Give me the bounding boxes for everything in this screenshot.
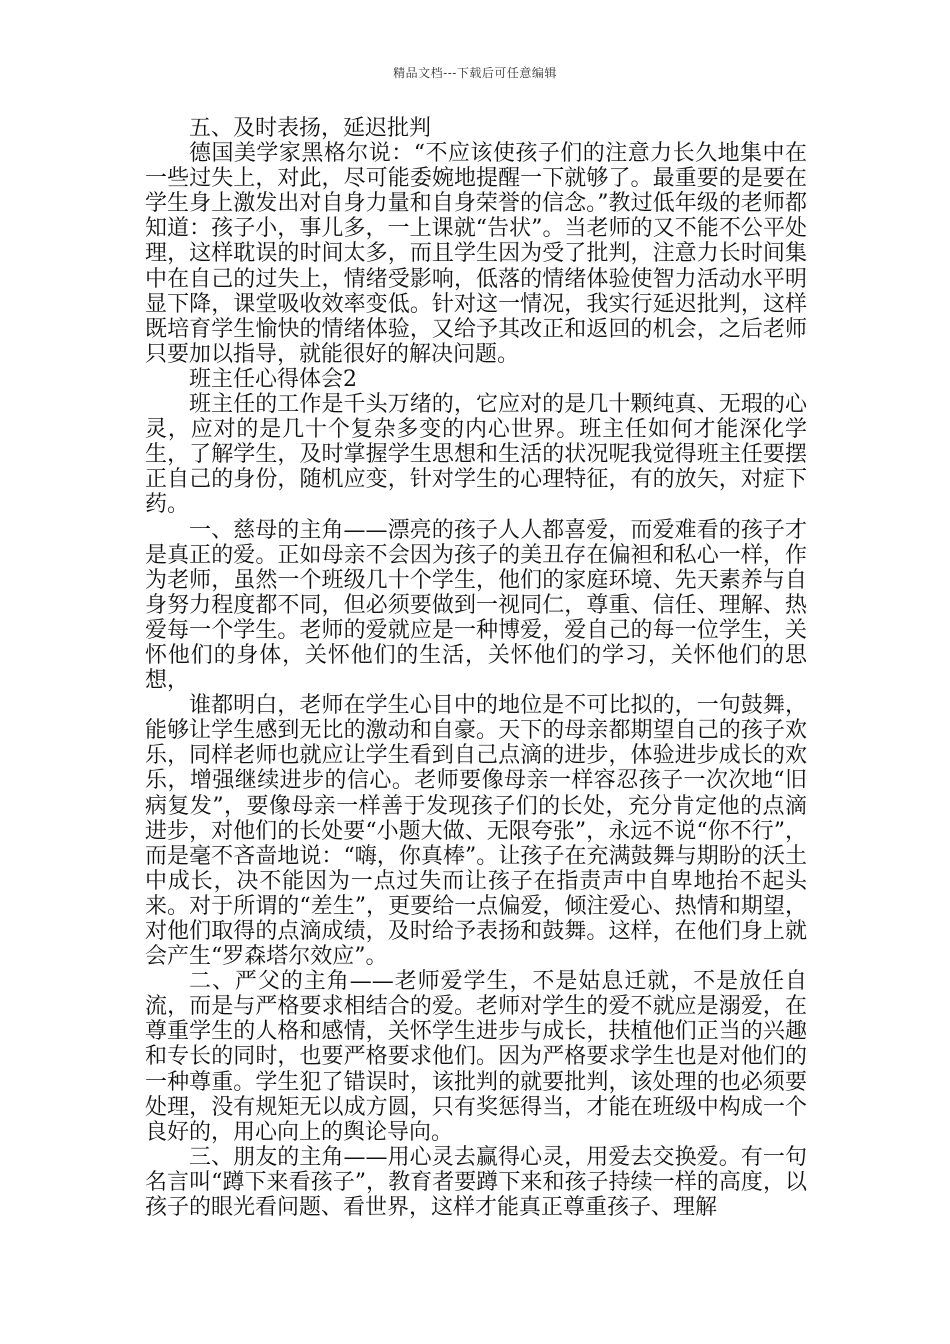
body-paragraph: 三、朋友的主角——用心灵去赢得心灵，用爱去交换爱。有一句名言叫“蹲下来看孩子”，教育者要蹲下来和孩子持续一样的高度，以孩子的眼光看问题、看世界，这样才能真正尊重孩子、理解	[145, 1144, 807, 1221]
section-heading: 班主任心得体会2	[189, 366, 357, 392]
body-paragraph: 谁都明白，老师在学生心目中的地位是不可比拟的，一句鼓舞，能够让学生感到无比的激动和自豪。天下的母亲都期望自己的孩子欢乐，同样老师也就应让学生看到自己点滴的进步，体验进步成长的欢乐，增强继续进步的信心。老师要像母亲一样容忍孩子一次次地“旧病复发”，要像母亲一样善于发现孩子们的长处，充分肯定他的点滴进步，对他们的长处要“小题大做、无限夸张”，永远不说“你不行”，而是毫不吝啬地说：“嗨，你真棒”。让孩子在充满鼓舞与期盼的沃土中成长，决不能因为一点过失而让孩子在指责声中自卑地抬不起头来。对于所谓的“差生”，更要给一点偏爱，倾注爱心、热情和期望，对他们取得的点滴成绩，及时给予表扬和鼓舞。这样，在他们身上就会产生“罗森塔尔效应”。	[145, 693, 807, 970]
body-paragraph: 一、慈母的主角——漂亮的孩子人人都喜爱，而爱难看的孩子才是真正的爱。正如母亲不会因为孩子的美丑存在偏袒和私心一样，作为老师，虽然一个班级几十个学生，他们的家庭环境、先天素养与自身努力程度都不同，但必须要做到一视同仁，尊重、信任、理解、热爱每一个学生。老师的爱就应是一种博爱，爱自己的每一位学生，关怀他们的身体，关怀他们的生活，关怀他们的学习，关怀他们的思想，	[145, 517, 807, 694]
section-heading: 五、及时表扬，延迟批判	[189, 116, 432, 141]
document-body	[145, 116, 807, 1220]
body-paragraph: 二、严父的主角——老师爱学生，不是姑息迁就，不是放任自流，而是与严格要求相结合的爱。老师对学生的爱不就应是溺爱，在尊重学生的人格和感情，关怀学生进步与成长，扶植他们正当的兴趣和专长的同时，也要严格要求他们。因为严格要求学生也是对他们的一种尊重。学生犯了错误时，该批判的就要批判，该处理的也必须要处理，没有规矩无以成方圆，只有奖惩得当，才能在班级中构成一个良好的，用心向上的舆论导向。	[145, 969, 807, 1145]
body-paragraph: 德国美学家黑格尔说：“不应该使孩子们的注意力长久地集中在一些过失上，对此，尽可能委婉地提醒一下就够了。最重要的是要在学生身上激发出对自身力量和自身荣誉的信念。”教过低年级的老师都知道：孩子小，事儿多，一上课就“告状”。当老师的又不能不公平处理，这样耽误的时间太多，而且学生因为受了批判，注意力长时间集中在自己的过失上，情绪受影响，低落的情绪体验使智力活动水平明显下降，课堂吸收效率变低。针对这一情况，我实行延迟批判，这样既培育学生愉快的情绪体验，又给予其改正和返回的机会，之后老师只要加以指导，就能很好的解决问题。	[145, 141, 807, 367]
page-header: 精品文档---下载后可任意编辑	[393, 66, 557, 80]
body-paragraph: 班主任的工作是千头万绪的，它应对的是几十颗纯真、无瑕的心灵，应对的是几十个复杂多变的内心世界。班主任如何才能深化学生，了解学生，及时掌握学生思想和生活的状况呢我觉得班主任要摆正自己的身份，随机应变，针对学生的心理特征，有的放矢，对症下药。	[145, 392, 807, 518]
